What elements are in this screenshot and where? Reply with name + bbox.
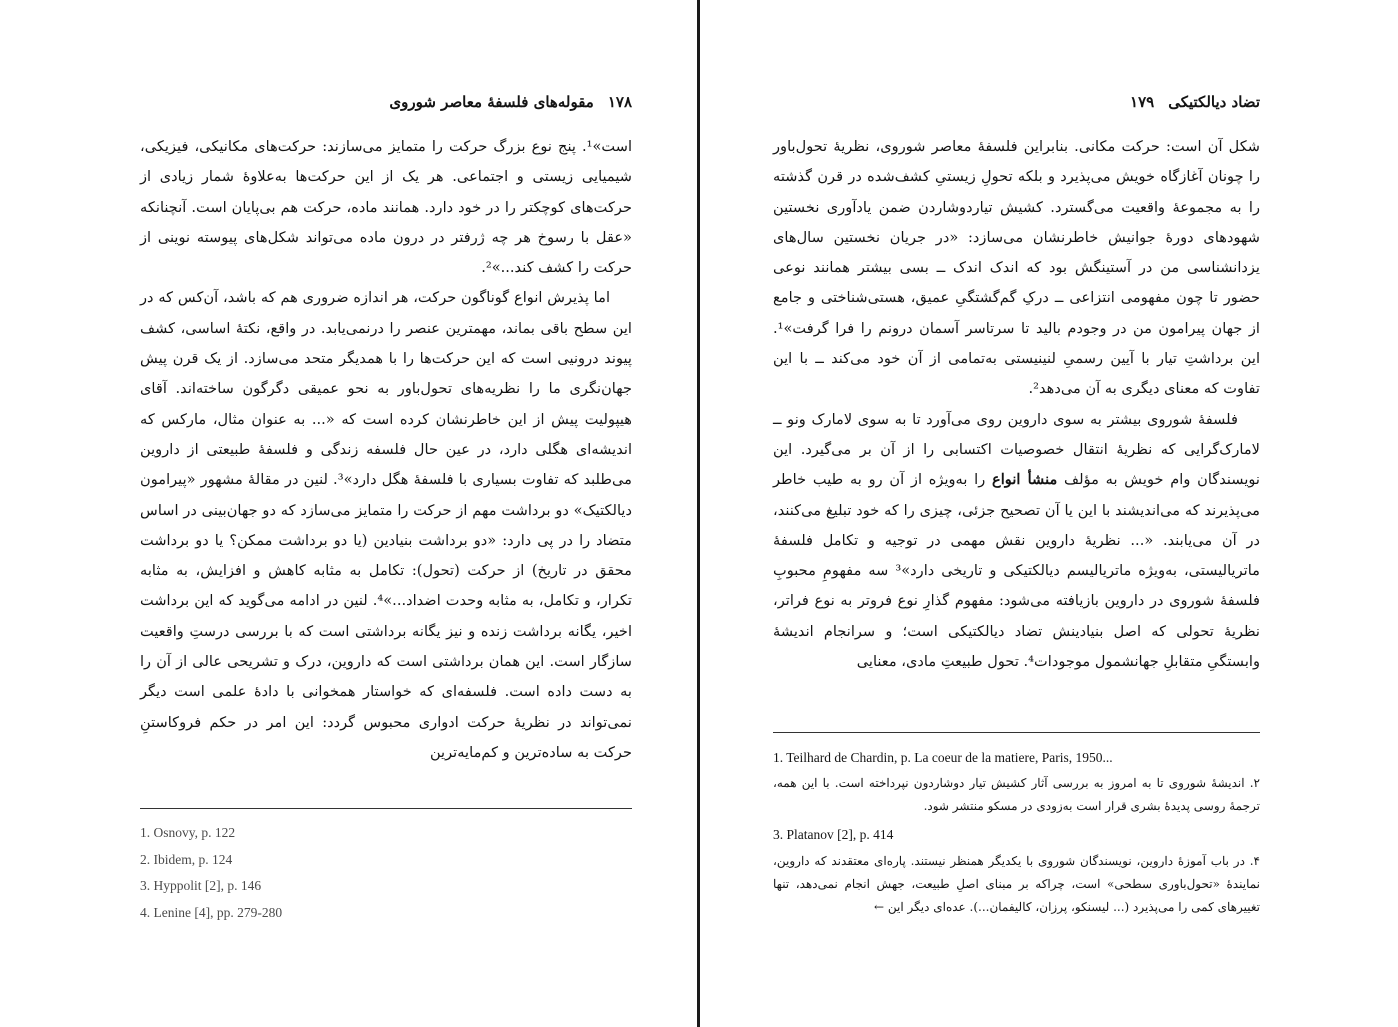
paragraph: فلسفهٔ شوروی بیشتر به سوی داروین روی می‌آورد تا به سوی لامارک ونو ــ لامارک‌گرایی که نظریهٔ انتقال خصوصیات اکتسابی را از آن بر می‌گیرد. این نویسندگان وام خویش به مؤلف منشأ انواع را به‌ویژه از آن رو به طیب خاطر می‌پذیرند که می‌اندیشند با این یا آن تصحیح جزئی، چیزی را که خود تبلیغ می‌کنند، در آن می‌یابند. «... نظریهٔ داروین نقش مهمی در توجیه و تکامل فلسفهٔ ماتریالیستی، به‌ویژه ماتریالیسم دیالکتیکی و تاریخی دارد»³ سه مفهومِ محبوبِ فلسفهٔ شوروی در داروین بازیافته می‌شود: مفهوم گذارِ نوع فروتر به نوع فراتر، نظریهٔ تحولی که اصل بنیادینش تضاد دیالکتیکی است؛ و سرانجام اندیشهٔ وابستگیِ متقابلِ جهانشمول موجودات⁴. تحول طبیعتِ مادی، معنایی xyxy=(773,410,1261,671)
footnote: 2. Ibidem, p. 124 xyxy=(140,852,233,867)
spine-divider xyxy=(697,0,700,1027)
footnote: 1. Teilhard de Chardin, p. La coeur de la matiere, Paris, 1950... xyxy=(773,750,1113,765)
paragraph: اما پذیرش انواع گوناگون حرکت، هر اندازه ضروری هم که باشد، آن‌کس که در این سطح باقی بماند، مهمترین عنصر را درنمی‌یابد. در واقع، نکتهٔ اساسی، کشف پیوند درونیی است که این حرکت‌ها را با همدیگر متحد می‌سازد. از یک قرن پیش جهان‌نگری ما را نظریه‌های تحول‌باور به نحو عمیقی دگرگون ساخته‌اند. آقای هیپولیت پیش از این خاطرنشان کرده است که «... به عنوان مثال، مارکس که اندیشه‌ای هگلی دارد، در عین حال فلسفه زندگی و فلسفهٔ طبیعتی از داروین می‌طلبد که تفاوت بسیاری با فلسفهٔ هگل دارد»³. لنین در مقالهٔ مشهور «پیرامون دیالکتیک» دو برداشت مهم از حرکت را متمایز می‌سازد که دو جهان‌بینی در اساس متضاد را در پی دارد: «دو برداشت بنیادین (یا دو برداشت ممکن؟ یا دو برداشت محقق در تاریخ) از حرکت (تحول): تکامل به مثابه کاهش و افزایش، به مثابه تکرار، و تکامل، به مثابه وحدت اضداد...»⁴. لنین در ادامه می‌گوید که این برداشت اخیر، یگانه برداشت زنده و نیز یگانه برداشتی است که با بررسی درستِ واقعیت سازگار است. این همان برداشتی است که داروین، درک و تشریحی عالی از آن را به دست داده است. فلسفه‌ای که خواستار همخوانی با دادهٔ علمی است دیگر نمی‌تواند در نظریهٔ حرکت ادواری محبوس گردد: این امر در حکم فروکاستنِ حرکت به ساده‌ترین و کم‌مایه‌ترین xyxy=(140,289,632,761)
paragraph: است»¹. پنج نوع بزرگ حرکت را متمایز می‌سازند: حرکت‌های مکانیکی، فیزیکی، شیمیایی زیستی و اجتماعی. هر یک از این حرکت‌ها به‌علاوهٔ شمار زیادی از حرکت‌های کوچکتر را در خود دارد. همانند ماده، حرکت هم بی‌پایان است. آنچنانکه «عقل با رسوخ هر چه ژرفتر در درون ماده می‌تواند شکل‌های پیوسته نوینی از حرکت را کشف کند...»². xyxy=(140,138,632,277)
running-title: تضاد دیالکتیکی xyxy=(1168,93,1260,111)
page-body xyxy=(140,132,632,768)
footnote: ۴. در باب آموزهٔ داروین، نویسندگان شوروی با یکدیگر همنظر نیستند. پاره‌ای معتقدند که داروین، نمایندهٔ «تحول‌باوری سطحی» است، چراکه بر مبنای اصلِ طبیعت، جهش انجام نمی‌دهد، تنها تغییرهای کمی را می‌پذیرد (... لیسنکو، پرزان، کالیفمان...). عده‌ای دیگر این ← xyxy=(773,854,1260,914)
right-page xyxy=(773,0,1260,1027)
footnote: 3. Platanov [2], p. 414 xyxy=(773,827,894,842)
running-title: مقوله‌های فلسفهٔ معاصر شوروی xyxy=(389,93,594,111)
footnote: ۲. اندیشهٔ شوروی تا به امروز به بررسی آثار کشیش تیار دوشاردون نپرداخته است. با این همه، ترجمهٔ روسی پدیدهٔ بشری قرار است به‌زودی در مسکو منتشر شود. xyxy=(773,776,1260,813)
footnote-divider xyxy=(140,808,632,809)
page-body xyxy=(773,132,1260,677)
page-number: ۱۷۸ xyxy=(607,93,632,111)
left-page xyxy=(140,0,632,1027)
paragraph: شکل آن است: حرکت مکانی. بنابراین فلسفهٔ معاصر شوروی، نظریهٔ تحول‌باور را چونان آغازگاه خویش می‌پذیرد و بلکه تحولِ زیستیِ کشف‌شده در قرن گذشته را به مجموعهٔ واقعیت می‌گسترد. کشیش تیاردوشاردن ضمن یادآوری نخستین شهودهای دورهٔ جوانیش خاطرنشان می‌سازد: «در جریان نخستین سال‌های یزدانشناسی من در آستینگش بود که اندک اندک ــ بسی بیشتر همانند نوعی حضور تا چون مفهومی انتزاعی ــ درکِ گم‌گشتگیِ عمیق، هستی‌شناختی و جامع از جهان پیرامون من در وجودم بالید تا سرتاسر آسمان درونم را فرا گرفت»¹. این برداشتِ تیار با آیین رسمیِ لنینیستی به‌تمامی از آن خود می‌کند ــ با این تفاوت که معنای دیگری به آن می‌دهد². xyxy=(773,138,1260,398)
page-header xyxy=(140,90,632,114)
footnote: 4. Lenine [4], pp. 279-280 xyxy=(140,905,283,920)
bold-book-title: منشأ انواع xyxy=(992,471,1058,489)
footnote: 1. Osnovy, p. 122 xyxy=(140,825,236,840)
page-header xyxy=(773,90,1260,114)
page-number: ۱۷۹ xyxy=(1130,93,1155,111)
footnote: 3. Hyppolit [2], p. 146 xyxy=(140,878,262,893)
footnote-divider xyxy=(773,732,1260,733)
